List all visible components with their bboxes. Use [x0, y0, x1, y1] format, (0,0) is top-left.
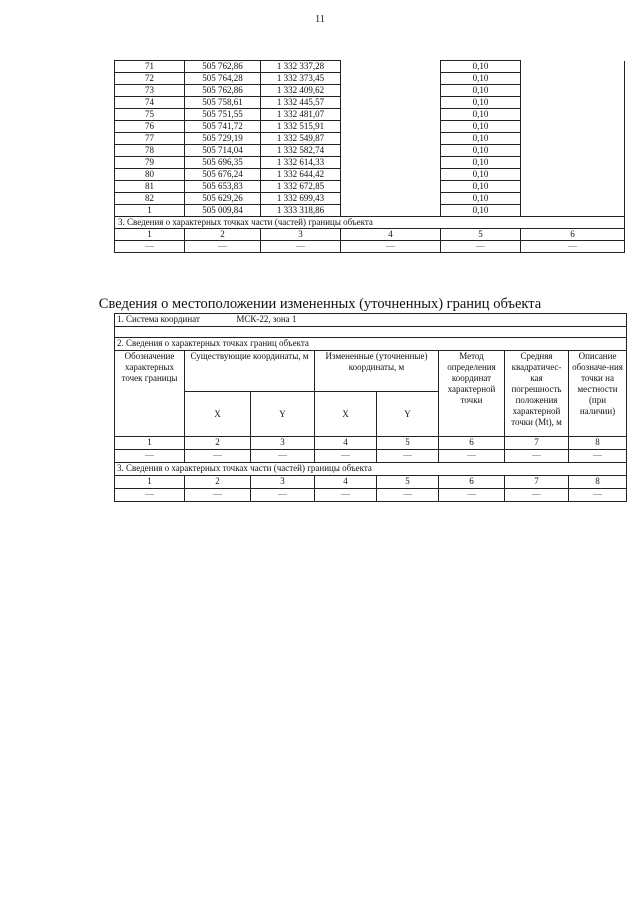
point-accuracy: 0,10	[441, 85, 521, 97]
point-empty-col	[341, 205, 441, 217]
page-number: 11	[315, 14, 325, 25]
point-y: 1 332 699,43	[261, 193, 341, 205]
column-number: 7	[505, 437, 569, 450]
point-id: 76	[115, 121, 185, 133]
point-y: 1 333 318,86	[261, 205, 341, 217]
point-y: 1 332 515,91	[261, 121, 341, 133]
point-empty-col	[341, 61, 441, 73]
point-x: 505 009,84	[185, 205, 261, 217]
column-number: 7	[505, 476, 569, 489]
point-empty-col	[341, 109, 441, 121]
dash-cell: —	[569, 489, 627, 502]
column-number: 6	[439, 437, 505, 450]
point-empty-col	[341, 133, 441, 145]
point-id: 71	[115, 61, 185, 73]
point-x: 505 729,19	[185, 133, 261, 145]
coord-system-value: МСК-22, зона 1	[236, 314, 297, 324]
dash-cell: —	[185, 241, 261, 253]
point-accuracy: 0,10	[441, 205, 521, 217]
point-empty-col	[521, 61, 625, 73]
point-accuracy: 0,10	[441, 73, 521, 85]
column-number: 4	[341, 229, 441, 241]
header-existing-x: X	[185, 392, 251, 437]
point-y: 1 332 549,87	[261, 133, 341, 145]
header-changed-x: X	[315, 392, 377, 437]
point-empty-col	[521, 169, 625, 181]
header-changed-y: Y	[377, 392, 439, 437]
dash-cell: —	[315, 489, 377, 502]
point-empty-col	[341, 181, 441, 193]
point-empty-col	[341, 121, 441, 133]
blank-row	[115, 327, 627, 338]
point-y: 1 332 614,33	[261, 157, 341, 169]
point-x: 505 758,61	[185, 97, 261, 109]
section3-title: 3. Сведения о характерных точках части (частей) границы объекта	[115, 217, 625, 229]
header-existing-y: Y	[251, 392, 315, 437]
point-empty-col	[521, 109, 625, 121]
point-id: 79	[115, 157, 185, 169]
point-x: 505 714,04	[185, 145, 261, 157]
column-number: 5	[377, 476, 439, 489]
point-accuracy: 0,10	[441, 97, 521, 109]
point-accuracy: 0,10	[441, 61, 521, 73]
column-number: 2	[185, 229, 261, 241]
point-y: 1 332 373,45	[261, 73, 341, 85]
changed-boundaries-table	[114, 313, 627, 502]
point-accuracy: 0,10	[441, 145, 521, 157]
header-designation: Обозначение характерных точек границы	[115, 351, 185, 437]
point-y: 1 332 582,74	[261, 145, 341, 157]
point-id: 74	[115, 97, 185, 109]
point-empty-col	[341, 193, 441, 205]
dash-cell: —	[185, 450, 251, 463]
point-empty-col	[341, 157, 441, 169]
column-number: 3	[251, 437, 315, 450]
point-id: 82	[115, 193, 185, 205]
column-number: 8	[569, 476, 627, 489]
column-number: 1	[115, 437, 185, 450]
dash-cell: —	[115, 241, 185, 253]
point-id: 77	[115, 133, 185, 145]
point-empty-col	[521, 133, 625, 145]
point-id: 75	[115, 109, 185, 121]
dash-cell: —	[341, 241, 441, 253]
point-empty-col	[521, 121, 625, 133]
table-row	[115, 181, 625, 193]
point-accuracy: 0,10	[441, 133, 521, 145]
table-row	[115, 97, 625, 109]
table-row	[115, 73, 625, 85]
point-x: 505 762,86	[185, 61, 261, 73]
point-x: 505 751,55	[185, 109, 261, 121]
header-existing: Существующие координаты, м	[185, 351, 315, 392]
point-id: 78	[115, 145, 185, 157]
points-table	[114, 60, 625, 253]
point-y: 1 332 409,62	[261, 85, 341, 97]
table-row	[115, 85, 625, 97]
column-number: 5	[377, 437, 439, 450]
point-x: 505 764,28	[185, 73, 261, 85]
column-number: 1	[115, 229, 185, 241]
coord-system-label: 1. Система координат	[117, 314, 200, 324]
point-empty-col	[521, 85, 625, 97]
point-accuracy: 0,10	[441, 193, 521, 205]
section3-title: 3. Сведения о характерных точках части (частей) границы объекта	[115, 463, 627, 476]
dash-cell: —	[185, 489, 251, 502]
point-empty-col	[341, 73, 441, 85]
point-accuracy: 0,10	[441, 181, 521, 193]
table-row	[115, 193, 625, 205]
column-number: 3	[251, 476, 315, 489]
point-empty-col	[521, 145, 625, 157]
header-changed: Измененные (уточненные) координаты, м	[315, 351, 439, 392]
column-number: 4	[315, 437, 377, 450]
point-x: 505 741,72	[185, 121, 261, 133]
changed-boundaries-title: Сведения о местоположении измененных (уточненных) границ объекта	[98, 296, 542, 312]
point-accuracy: 0,10	[441, 121, 521, 133]
point-accuracy: 0,10	[441, 109, 521, 121]
column-number: 8	[569, 437, 627, 450]
point-empty-col	[521, 193, 625, 205]
table-row	[115, 169, 625, 181]
dash-cell: —	[251, 450, 315, 463]
table-row	[115, 133, 625, 145]
column-number: 5	[441, 229, 521, 241]
point-empty-col	[521, 205, 625, 217]
table-row	[115, 205, 625, 217]
point-empty-col	[521, 97, 625, 109]
header-description: Описание обозначе-ния точки на местности (при наличии)	[569, 351, 627, 437]
dash-cell: —	[251, 489, 315, 502]
header-method: Метод определения координат характерной точки	[439, 351, 505, 437]
column-number: 3	[261, 229, 341, 241]
table-row	[115, 109, 625, 121]
point-empty-col	[521, 73, 625, 85]
column-number: 2	[185, 437, 251, 450]
column-number: 4	[315, 476, 377, 489]
column-number: 6	[439, 476, 505, 489]
dash-cell: —	[261, 241, 341, 253]
table-row	[115, 157, 625, 169]
point-y: 1 332 445,57	[261, 97, 341, 109]
dash-cell: —	[441, 241, 521, 253]
point-id: 1	[115, 205, 185, 217]
point-id: 81	[115, 181, 185, 193]
point-empty-col	[341, 145, 441, 157]
dash-cell: —	[377, 450, 439, 463]
header-error: Средняя квадратичес-кая погрешность положения характерной точки (Mt), м	[505, 351, 569, 437]
point-empty-col	[341, 97, 441, 109]
dash-cell: —	[569, 450, 627, 463]
dash-cell: —	[315, 450, 377, 463]
section2-title: 2. Сведения о характерных точках границ объекта	[115, 338, 627, 351]
table-row	[115, 61, 625, 73]
column-number: 2	[185, 476, 251, 489]
dash-cell: —	[505, 450, 569, 463]
point-x: 505 696,35	[185, 157, 261, 169]
point-x: 505 653,83	[185, 181, 261, 193]
point-y: 1 332 672,85	[261, 181, 341, 193]
dash-cell: —	[439, 450, 505, 463]
point-y: 1 332 337,28	[261, 61, 341, 73]
column-number: 1	[115, 476, 185, 489]
point-y: 1 332 481,07	[261, 109, 341, 121]
point-accuracy: 0,10	[441, 157, 521, 169]
point-id: 72	[115, 73, 185, 85]
point-x: 505 762,86	[185, 85, 261, 97]
column-number: 6	[521, 229, 625, 241]
dash-cell: —	[505, 489, 569, 502]
coord-system-row	[115, 314, 627, 327]
point-empty-col	[521, 181, 625, 193]
point-x: 505 676,24	[185, 169, 261, 181]
point-accuracy: 0,10	[441, 169, 521, 181]
table-row	[115, 121, 625, 133]
table-row	[115, 145, 625, 157]
point-id: 80	[115, 169, 185, 181]
dash-cell: —	[521, 241, 625, 253]
point-empty-col	[341, 169, 441, 181]
dash-cell: —	[439, 489, 505, 502]
point-empty-col	[341, 85, 441, 97]
dash-cell: —	[115, 450, 185, 463]
point-empty-col	[521, 157, 625, 169]
point-id: 73	[115, 85, 185, 97]
dash-cell: —	[377, 489, 439, 502]
dash-cell: —	[115, 489, 185, 502]
point-y: 1 332 644,42	[261, 169, 341, 181]
point-x: 505 629,26	[185, 193, 261, 205]
